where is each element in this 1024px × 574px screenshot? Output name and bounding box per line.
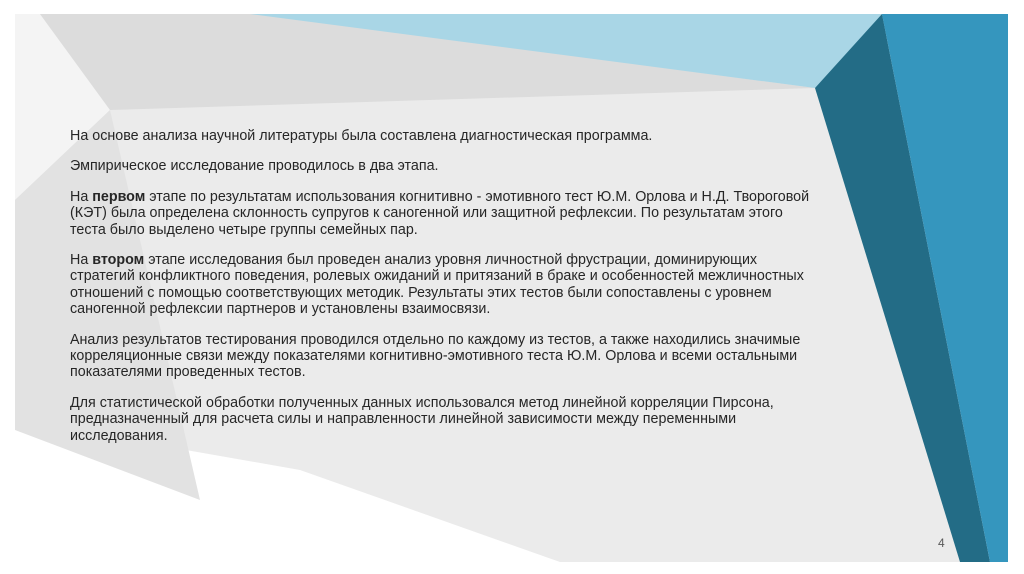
paragraph-6: Для статистической обработки полученных данных использовался метод линейной корреляции Пирсона, предназначенный для расчета силы и направленности линейной зависимости между переменными исследования. <box>70 394 774 444</box>
paragraph-2: Эмпирическое исследование проводилось в два этапа. <box>70 158 439 175</box>
page-number: 4 <box>938 536 945 550</box>
paragraph-3-pre: На <box>70 188 93 205</box>
paragraph-4 <box>70 252 810 318</box>
slide-body <box>70 128 810 458</box>
paragraph-3 <box>70 189 810 238</box>
paragraph-4-post: этапе исследования был проведен анализ уровня личностной фрустрации, доминирующих стратегий конфликтного поведения, ролевых ожиданий и притязаний в браке и особенностей межличностных отношений с помощью соответствующих методик. Результаты этих тестов были сопоставлены с уровнем саногенной рефлексии партнеров и установлены взаимосвязи. <box>70 252 804 318</box>
paragraph-4-pre: На <box>70 252 93 269</box>
paragraph-1: На основе анализа научной литературы была составлена диагностическая программа. <box>70 128 653 144</box>
paragraph-3-post: этапе по результатам использования когнитивно - эмотивного тест Ю.М. Орлова и Н.Д. Твороговой (КЭТ) была определена склонность супругов к саногенной или защитной рефлексии. По результатам этого теста было выделено четыре группы семейных пар. <box>70 188 810 238</box>
paragraph-5: Анализ результатов тестирования проводился отдельно по каждому из тестов, а также находились значимые корреляционные связи между показателями когнитивно-эмотивного теста Ю.М. Орлова и всеми остальными показателями проведенных тестов. <box>70 331 801 381</box>
paragraph-3-bold: первом <box>92 188 146 205</box>
paragraph-4-bold: втором <box>92 252 145 269</box>
